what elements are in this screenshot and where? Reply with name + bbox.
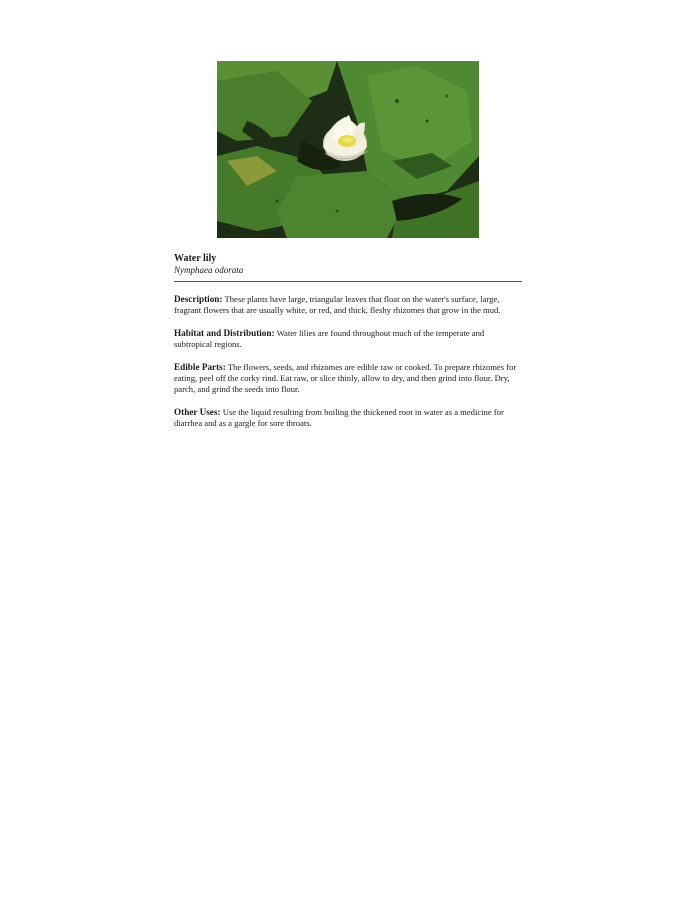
common-name: Water lily [174,253,217,264]
edible-parts-paragraph [174,362,522,396]
habitat-paragraph [174,328,522,351]
plant-entry [174,253,522,441]
other-uses-text: Use the liquid resulting from boiling the thickened root in water as a medicine for diarrhea and as a gargle for sore throats. [174,406,504,429]
edible-parts-label: Edible Parts: [174,361,226,372]
description-label: Description: [174,294,223,304]
divider [174,281,522,282]
description-text: These plants have large, triangular leaves that float on the water's surface, large, fragrant flowers that are usually white, or red, and thick, fleshy rhizomes that grow in the mud. [174,294,501,316]
description-paragraph [174,294,522,317]
water-lily-photo [217,61,479,238]
habitat-label: Habitat and Distribution: [174,327,275,338]
other-uses-paragraph [174,407,522,430]
habitat-text: Water lilies are found throughout much of the temperate and subtropical regions. [174,327,485,350]
scientific-name: Nymphaea odorata [174,265,244,275]
edible-parts-text: The flowers, seeds, and rhizomes are edible raw or cooked. To prepare rhizomes for eating, peel off the corky rind. Eat raw, or slice thinly, allow to dry, and then grind into flour. Dry, parch, and grind the seeds into flour. [174,361,517,395]
other-uses-label: Other Uses: [174,406,221,417]
